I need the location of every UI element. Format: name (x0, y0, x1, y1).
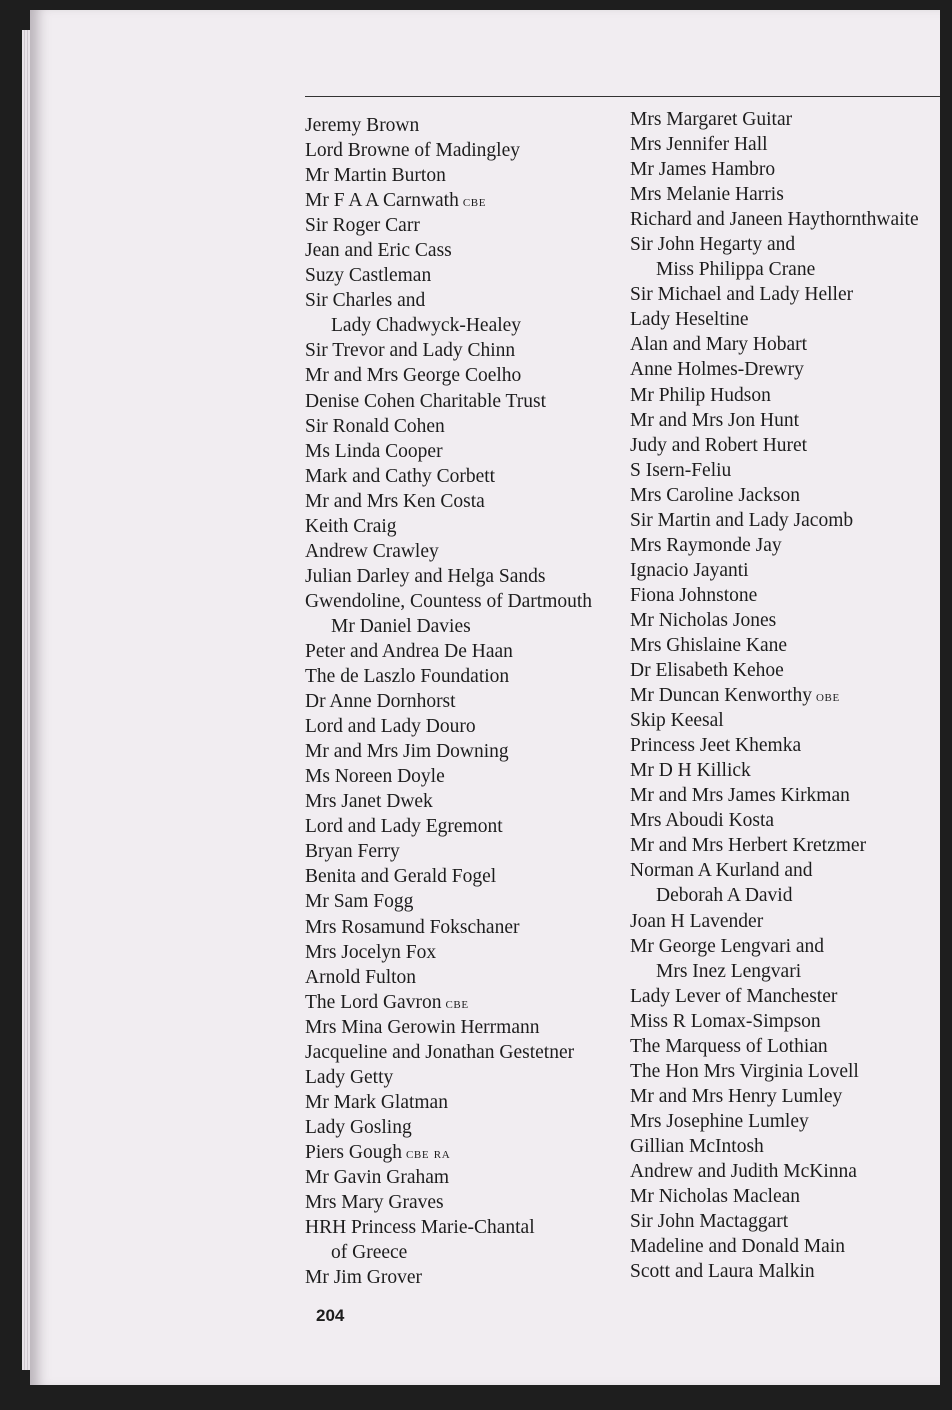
patron-name: Mr Jim Grover (305, 1267, 422, 1289)
patron-name: Fiona Johnstone (630, 584, 758, 606)
patron-entry (305, 714, 635, 739)
patron-name: Sir Ronald Cohen (305, 415, 445, 437)
patron-entry (630, 132, 940, 157)
patron-entry (305, 238, 635, 263)
patron-entry (630, 1134, 940, 1159)
patron-entry (630, 1084, 940, 1109)
patron-name: Mrs Raymonde Jay (630, 534, 782, 556)
patron-entry (305, 1140, 635, 1165)
patron-name: Lady Gosling (305, 1116, 412, 1138)
patron-entry (305, 889, 635, 914)
patron-name: Piers Gough (305, 1141, 402, 1163)
patron-entry (305, 1065, 635, 1090)
patron-entry (630, 257, 940, 282)
patron-name: Mrs Inez Lengvari (656, 960, 802, 982)
patron-name: Suzy Castleman (305, 265, 432, 287)
patron-entry (305, 1165, 635, 1190)
patron-entry (305, 1115, 635, 1140)
patron-name: Gillian McIntosh (630, 1135, 764, 1157)
patron-name: Joan H Lavender (630, 910, 764, 932)
patron-entry (630, 483, 940, 508)
page-number: 204 (316, 1306, 345, 1325)
patron-entry (630, 357, 940, 382)
patron-entry (305, 1090, 635, 1115)
patron-entry (630, 307, 940, 332)
patron-name: S Isern-Feliu (630, 459, 732, 481)
patron-entry (630, 783, 940, 808)
patron-entry (630, 808, 940, 833)
patron-entry (305, 288, 635, 313)
patron-name: Sir Roger Carr (305, 215, 420, 237)
patron-entry (305, 990, 635, 1015)
patron-entry (305, 313, 635, 338)
patron-name: Jeremy Brown (305, 115, 420, 136)
patron-name: Ignacio Jayanti (630, 559, 749, 581)
patron-name: Mr and Mrs Jim Downing (305, 741, 509, 763)
patron-entry (630, 583, 940, 608)
patron-name: Mr Philip Hudson (630, 384, 771, 406)
patron-entry (630, 408, 940, 433)
patron-name: Keith Craig (305, 515, 397, 537)
patron-name: Lady Heseltine (630, 309, 749, 331)
patron-entry (630, 883, 940, 908)
patron-entry (630, 458, 940, 483)
patron-name: Judy and Robert Huret (630, 434, 808, 456)
patron-name: Mrs Josephine Lumley (630, 1110, 809, 1132)
patron-honours: cbe ra (405, 1144, 451, 1162)
patron-entry (305, 864, 635, 889)
patron-name: Mrs Mina Gerowin Herrmann (305, 1016, 540, 1038)
patron-name: Miss R Lomax-Simpson (630, 1010, 821, 1032)
patron-entry (305, 414, 635, 439)
patron-entry (305, 213, 635, 238)
patron-name: Gwendoline, Countess of Dartmouth (305, 590, 593, 612)
patron-name: The de Laszlo Foundation (305, 666, 510, 688)
patron-entry (630, 1009, 940, 1034)
patron-entry (630, 608, 940, 633)
patron-entry (305, 163, 635, 188)
patron-name: Jacqueline and Jonathan Gestetner (305, 1041, 575, 1063)
patron-name: Lady Getty (305, 1066, 394, 1088)
patron-entry (305, 564, 635, 589)
patron-entry (305, 464, 635, 489)
patron-entry (305, 839, 635, 864)
patron-name: Mrs Rosamund Fokschaner (305, 916, 520, 938)
patron-name: Mrs Janet Dwek (305, 791, 433, 813)
patron-name: Mr Duncan Kenworthy (630, 685, 812, 707)
patron-name: Mrs Melanie Harris (630, 184, 784, 206)
patron-entry (305, 138, 635, 163)
patron-name: Ms Linda Cooper (305, 440, 443, 462)
patron-name: Mr Gavin Graham (305, 1166, 450, 1188)
patron-entry (630, 508, 940, 533)
patron-name: Sir John Hegarty and (630, 234, 796, 256)
patron-entry (305, 1040, 635, 1065)
patron-name: Scott and Laura Malkin (630, 1261, 815, 1283)
patron-name: Mrs Mary Graves (305, 1192, 444, 1214)
patron-name: Sir Trevor and Lady Chinn (305, 340, 516, 362)
patron-name: Julian Darley and Helga Sands (305, 565, 546, 587)
patron-entry (630, 633, 940, 658)
patron-name: Mr James Hambro (630, 159, 776, 181)
patron-name: Arnold Fulton (305, 966, 417, 988)
patron-entry (630, 332, 940, 357)
patron-entry (630, 157, 940, 182)
patron-entry (305, 789, 635, 814)
patron-entry (630, 1184, 940, 1209)
patron-name: Mrs Jennifer Hall (630, 134, 768, 156)
patron-entry (305, 363, 635, 388)
book-page (30, 10, 940, 1385)
patron-name: Mr and Mrs George Coelho (305, 365, 522, 387)
patron-name: Anne Holmes-Drewry (630, 359, 804, 381)
patron-name: HRH Princess Marie-Chantal (305, 1217, 535, 1239)
patron-name: Sir Michael and Lady Heller (630, 284, 854, 306)
patron-entry (630, 833, 940, 858)
patron-entry (630, 658, 940, 683)
patron-entry (305, 188, 635, 213)
patron-entry (305, 1215, 635, 1240)
patron-entry (305, 539, 635, 564)
patron-name: The Hon Mrs Virginia Lovell (630, 1060, 859, 1082)
patron-list-right-column (630, 107, 940, 1284)
patron-entry (305, 689, 635, 714)
patron-entry (305, 965, 635, 990)
patron-entry (630, 858, 940, 883)
patron-name: Mr Sam Fogg (305, 891, 414, 913)
patron-entry (630, 558, 940, 583)
patron-entry (630, 959, 940, 984)
patron-entry (305, 1015, 635, 1040)
patron-name: Ms Noreen Doyle (305, 766, 445, 788)
patron-honours: cbe (462, 193, 487, 211)
patron-name: Lord and Lady Douro (305, 716, 476, 738)
patron-entry (305, 664, 635, 689)
patron-name: Sir Martin and Lady Jacomb (630, 509, 854, 531)
patron-name: Mr Mark Glatman (305, 1091, 448, 1113)
patron-entry (630, 733, 940, 758)
patron-entry (305, 514, 635, 539)
patron-entry (630, 1059, 940, 1084)
patron-name: Mrs Caroline Jackson (630, 484, 801, 506)
patron-name: Deborah A David (656, 885, 793, 907)
patron-name: Norman A Kurland and (630, 860, 813, 882)
patron-name: Alan and Mary Hobart (630, 334, 808, 356)
patron-name: Mr Nicholas Jones (630, 609, 777, 631)
patron-honours: cbe (445, 994, 469, 1012)
patron-name: Mrs Jocelyn Fox (305, 941, 437, 963)
patron-entry (630, 1259, 940, 1284)
patron-name: Madeline and Donald Main (630, 1236, 845, 1258)
patron-entry (305, 263, 635, 288)
patron-name: Mr Martin Burton (305, 165, 446, 187)
patron-name: Richard and Janeen Haythornthwaite (630, 209, 919, 231)
patron-name: Miss Philippa Crane (656, 259, 816, 281)
patron-entry (305, 439, 635, 464)
patron-entry (630, 934, 940, 959)
patron-name: Mr F A A Carnwath (305, 190, 459, 212)
patron-name: Dr Elisabeth Kehoe (630, 660, 784, 682)
patron-name: Skip Keesal (630, 710, 724, 732)
patron-entry (630, 1034, 940, 1059)
patron-entry (305, 338, 635, 363)
patron-name: Jean and Eric Cass (305, 240, 452, 262)
patron-name: of Greece (331, 1242, 408, 1264)
patron-name: Lady Lever of Manchester (630, 985, 838, 1007)
patron-name: Mr George Lengvari and (630, 935, 825, 957)
patron-entry (305, 940, 635, 965)
patron-name: Peter and Andrea De Haan (305, 640, 513, 662)
patron-entry (630, 708, 940, 733)
patron-name: Denise Cohen Charitable Trust (305, 390, 547, 412)
patron-entry (630, 1159, 940, 1184)
patron-name: Mr D H Killick (630, 760, 751, 782)
patron-name: Lady Chadwyck-Healey (331, 315, 522, 337)
patron-name: Bryan Ferry (305, 841, 400, 863)
patron-name: Lord and Lady Egremont (305, 816, 503, 838)
patron-entry (630, 758, 940, 783)
patron-list-left-column (305, 113, 635, 1290)
patron-entry (630, 282, 940, 307)
patron-name: Andrew and Judith McKinna (630, 1160, 857, 1182)
patron-entry (305, 1240, 635, 1265)
patron-name: Mr and Mrs Herbert Kretzmer (630, 835, 867, 857)
patron-name: The Lord Gavron (305, 991, 442, 1013)
patron-name: Mrs Aboudi Kosta (630, 810, 775, 832)
patron-entry (305, 764, 635, 789)
patron-name: Mrs Ghislaine Kane (630, 634, 788, 656)
patron-name: Lord Browne of Madingley (305, 140, 520, 162)
patron-name: Mrs Margaret Guitar (630, 109, 793, 130)
patron-entry (305, 1190, 635, 1215)
patron-entry (305, 489, 635, 514)
patron-name: Mr Daniel Davies (331, 615, 471, 637)
patron-entry (630, 232, 940, 257)
patron-entry (305, 389, 635, 414)
patron-entry (630, 383, 940, 408)
patron-name: Sir Charles and (305, 290, 426, 312)
patron-entry (630, 1234, 940, 1259)
patron-honours: obe (815, 688, 840, 706)
patron-name: Mr and Mrs Ken Costa (305, 490, 485, 512)
patron-entry (630, 683, 940, 708)
patron-entry (630, 1109, 940, 1134)
patron-name: Sir John Mactaggart (630, 1211, 789, 1233)
patron-entry (305, 639, 635, 664)
patron-entry (305, 113, 635, 138)
patron-entry (305, 614, 635, 639)
patron-name: Mr and Mrs James Kirkman (630, 785, 850, 807)
patron-name: Princess Jeet Khemka (630, 735, 802, 757)
patron-name: Mr Nicholas Maclean (630, 1186, 801, 1208)
header-rule (305, 96, 940, 97)
patron-entry (630, 107, 940, 132)
patron-entry (630, 984, 940, 1009)
patron-entry (305, 739, 635, 764)
patron-entry (630, 909, 940, 934)
patron-entry (305, 915, 635, 940)
patron-name: Mark and Cathy Corbett (305, 465, 496, 487)
patron-entry (305, 814, 635, 839)
patron-name: Mr and Mrs Jon Hunt (630, 409, 799, 431)
patron-entry (630, 182, 940, 207)
patron-name: The Marquess of Lothian (630, 1035, 828, 1057)
patron-entry (305, 589, 635, 614)
patron-entry (630, 207, 940, 232)
patron-entry (630, 533, 940, 558)
patron-name: Andrew Crawley (305, 540, 439, 562)
patron-entry (630, 433, 940, 458)
patron-name: Benita and Gerald Fogel (305, 866, 497, 888)
patron-name: Dr Anne Dornhorst (305, 691, 456, 713)
patron-entry (305, 1265, 635, 1290)
patron-name: Mr and Mrs Henry Lumley (630, 1085, 843, 1107)
patron-entry (630, 1209, 940, 1234)
